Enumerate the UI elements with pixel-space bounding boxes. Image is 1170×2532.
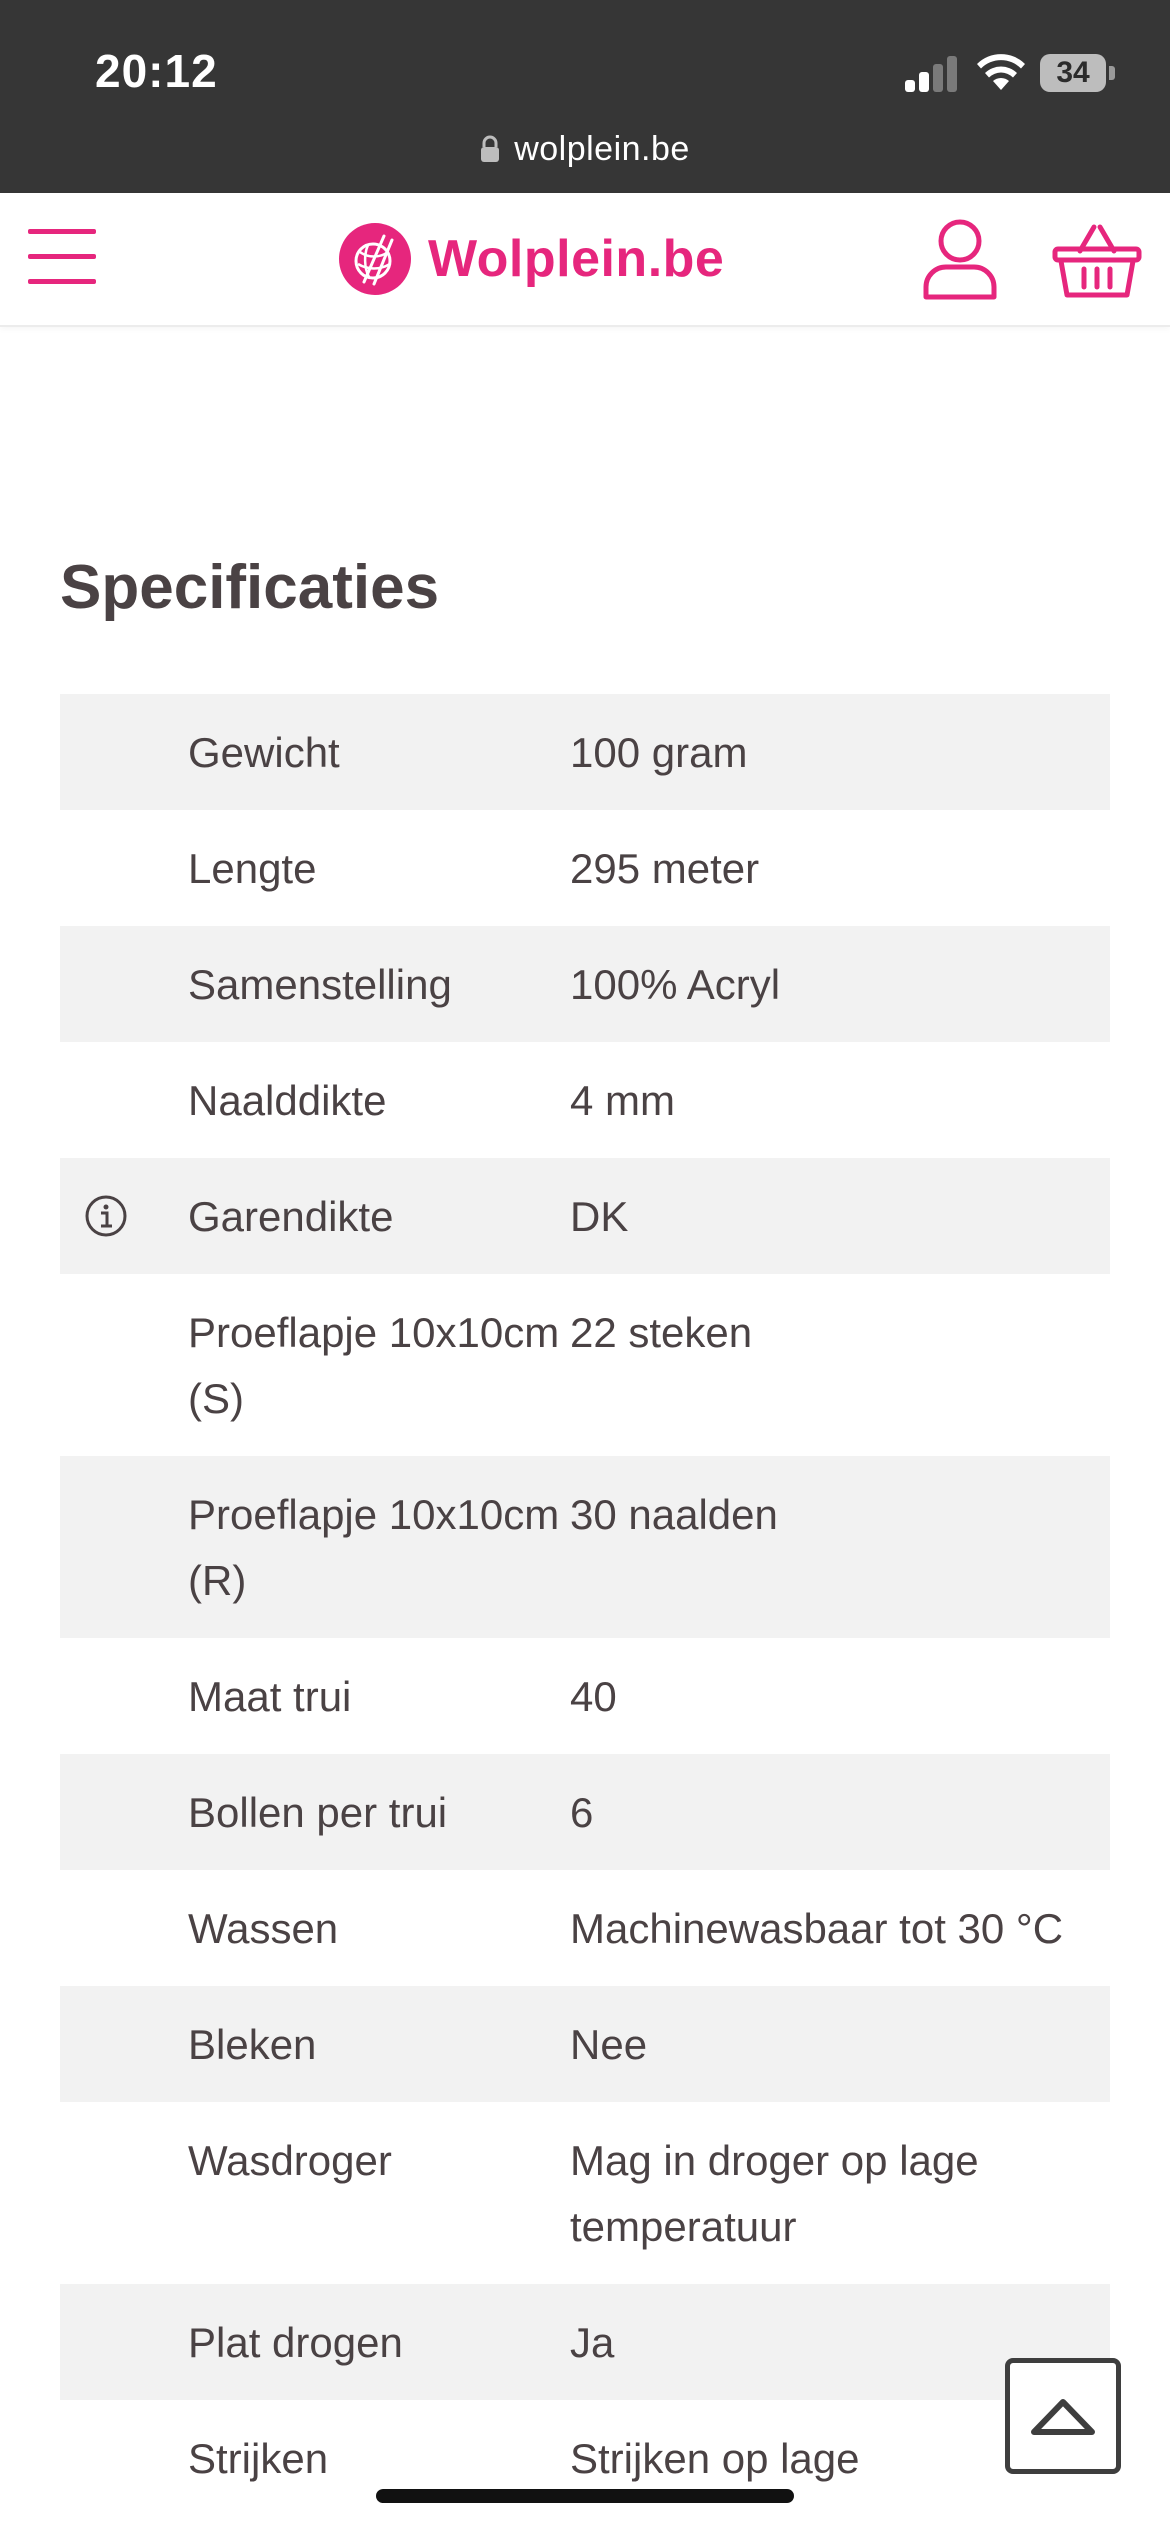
status-bar [0, 0, 1170, 193]
spec-label: Proeflapje 10x10cm (R) [188, 1456, 570, 1638]
spec-value: 6 [570, 1754, 1110, 1870]
spec-label: Wasdroger [188, 2137, 392, 2184]
hamburger-menu-icon[interactable] [28, 229, 98, 289]
info-icon[interactable] [84, 1194, 128, 1238]
spec-info-cell [60, 2102, 188, 2284]
spec-value: 30 naalden [570, 1456, 1110, 1638]
spec-info-cell [60, 810, 188, 926]
spec-info-cell [60, 1158, 188, 1274]
spec-label: Gewicht [188, 694, 570, 810]
spec-info-cell [60, 2400, 188, 2516]
url-text: wolplein.be [514, 129, 690, 168]
status-time: 20:12 [95, 45, 218, 97]
shopping-basket-icon[interactable] [1052, 221, 1142, 299]
home-indicator [376, 2489, 794, 2503]
spec-label: Bleken [188, 1986, 570, 2102]
spec-value: 100% Acryl [570, 926, 1110, 1042]
spec-row [60, 2284, 1110, 2400]
spec-info-cell [60, 1870, 188, 1986]
lock-icon [480, 134, 500, 164]
spec-info-cell [60, 926, 188, 1042]
cellular-signal-icon [905, 56, 957, 92]
spec-info-cell [60, 1754, 188, 1870]
specs-table [60, 694, 1110, 2516]
spec-label: Wassen [188, 1905, 339, 1952]
spec-value: Machinewasbaar tot 30 °C [570, 1905, 1064, 1952]
spec-label: Lengte [188, 845, 317, 892]
spec-row [60, 1638, 1110, 1754]
spec-label: Plat drogen [188, 2284, 570, 2400]
site-logo[interactable] [338, 221, 724, 297]
spec-value: 100 gram [570, 694, 1110, 810]
spec-value: 295 meter [570, 845, 760, 892]
spec-row [60, 1986, 1110, 2102]
spec-row [60, 1754, 1110, 1870]
spec-row [60, 1274, 1110, 1456]
spec-row [60, 694, 1110, 810]
spec-row [60, 1042, 1110, 1158]
spec-value: Nee [570, 1986, 1110, 2102]
spec-row [60, 2102, 1110, 2284]
battery-level: 34 [1040, 54, 1106, 92]
address-bar[interactable] [0, 122, 1170, 176]
spec-label: Naalddikte [188, 1077, 387, 1124]
spec-value: Ja [570, 2284, 1110, 2400]
spec-row [60, 1456, 1110, 1638]
spec-row [60, 926, 1110, 1042]
spec-info-cell [60, 1986, 188, 2102]
spec-label: Bollen per trui [188, 1754, 570, 1870]
spec-label: Maat trui [188, 1673, 352, 1720]
spec-value: 4 mm [570, 1077, 675, 1124]
spec-label: Samenstelling [188, 926, 570, 1042]
spec-info-cell [60, 1042, 188, 1158]
spec-value: DK [570, 1158, 1110, 1274]
spec-info-cell [60, 2284, 188, 2400]
spec-info-cell [60, 1456, 188, 1638]
specs-title: Specificaties [60, 553, 440, 622]
spec-value: 40 [570, 1673, 617, 1720]
wifi-icon [976, 50, 1026, 92]
spec-info-cell [60, 1638, 188, 1754]
spec-value: Mag in droger op lage temperatuur [570, 2137, 979, 2250]
user-account-icon[interactable] [922, 217, 998, 301]
yarn-ball-icon [338, 222, 412, 296]
spec-row [60, 1158, 1110, 1274]
spec-info-cell [60, 694, 188, 810]
spec-value: Strijken op lage [570, 2435, 860, 2482]
spec-row [60, 810, 1110, 926]
site-header [0, 193, 1170, 327]
spec-value: 22 steken [570, 1309, 753, 1356]
battery-tip [1109, 66, 1115, 80]
spec-row [60, 1870, 1110, 1986]
spec-label: Strijken [188, 2435, 329, 2482]
chevron-up-icon [1028, 2394, 1098, 2438]
scroll-to-top-button[interactable] [1005, 2358, 1121, 2474]
spec-label: Proeflapje 10x10cm (S) [188, 1309, 560, 1422]
spec-label: Garendikte [188, 1158, 570, 1274]
logo-text: Wolplein.be [428, 230, 725, 288]
spec-info-cell [60, 1274, 188, 1456]
